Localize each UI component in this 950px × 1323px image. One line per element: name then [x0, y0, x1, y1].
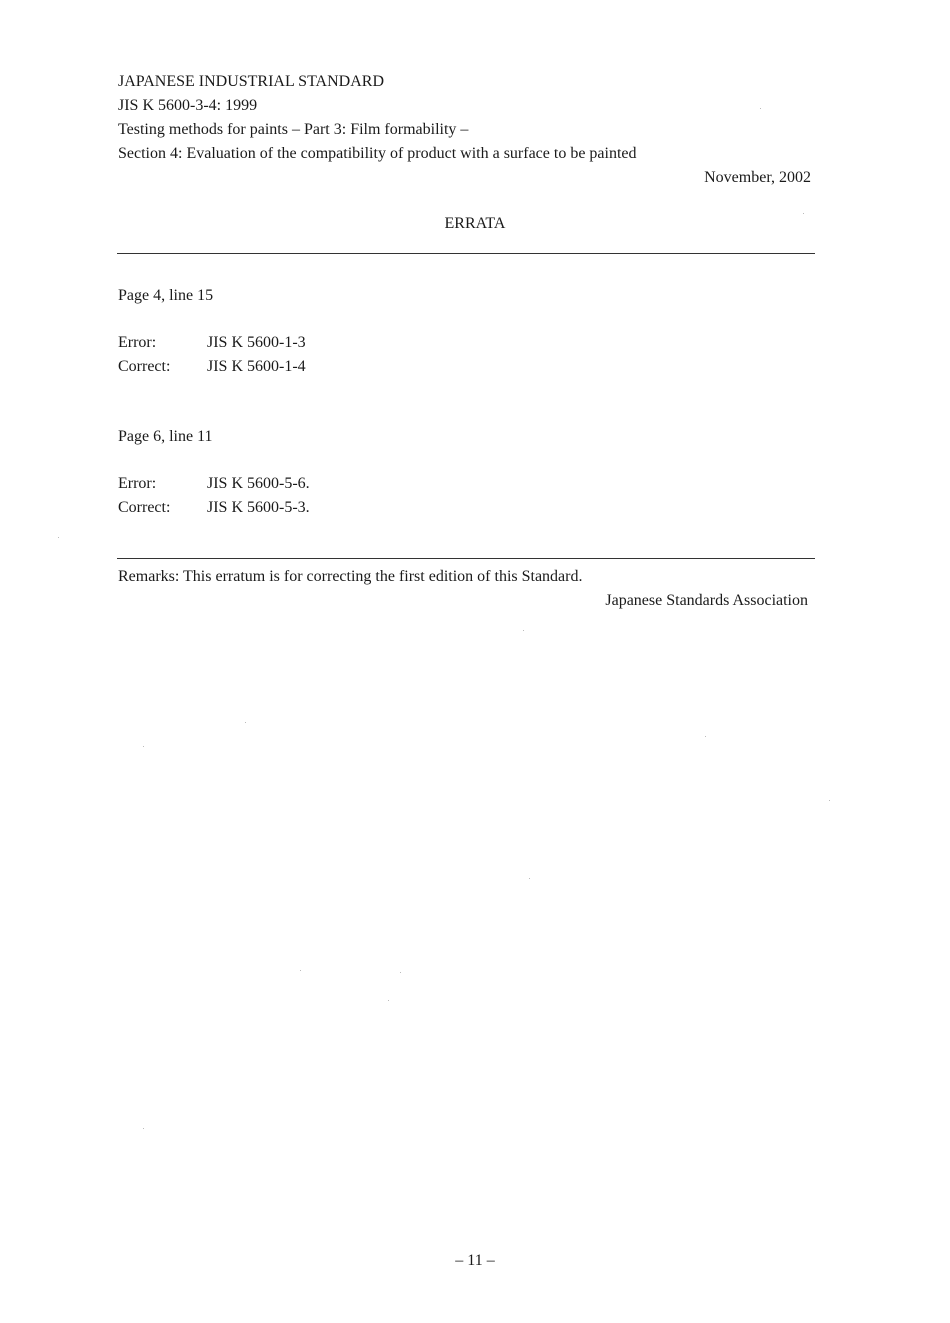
- scan-speck: [143, 1128, 144, 1129]
- scan-speck: [143, 746, 144, 747]
- standard-type: JAPANESE INDUSTRIAL STANDARD: [118, 73, 384, 90]
- correct-label: Correct:: [118, 358, 171, 375]
- page-number: – 11 –: [455, 1252, 495, 1269]
- scan-speck: [523, 630, 524, 631]
- scan-speck: [58, 537, 59, 538]
- correct-value: JIS K 5600-5-3.: [207, 499, 310, 516]
- document-title-line2: Section 4: Evaluation of the compatibility of product with a surface to be painted: [118, 145, 637, 162]
- errata-title: ERRATA: [444, 215, 506, 232]
- remarks: Remarks: This erratum is for correcting the first edition of this Standard.: [118, 568, 583, 585]
- scan-speck: [705, 736, 706, 737]
- publisher: Japanese Standards Association: [605, 592, 808, 609]
- error-label: Error:: [118, 475, 157, 492]
- error-value: JIS K 5600-1-3: [207, 334, 306, 351]
- document-title-line1: Testing methods for paints – Part 3: Film formability –: [118, 121, 469, 138]
- top-divider: [117, 253, 815, 254]
- error-label: Error:: [118, 334, 157, 351]
- entry-location: Page 6, line 11: [118, 428, 213, 445]
- issue-date: November, 2002: [704, 169, 811, 186]
- scan-speck: [300, 970, 301, 971]
- scan-speck: [803, 213, 804, 214]
- scan-speck: [245, 722, 246, 723]
- correct-label: Correct:: [118, 499, 171, 516]
- standard-number: JIS K 5600-3-4: 1999: [118, 97, 258, 114]
- scan-speck: [829, 800, 830, 801]
- scan-speck: [529, 878, 530, 879]
- scan-speck: [400, 972, 401, 973]
- scan-speck: [760, 108, 761, 109]
- bottom-divider: [117, 558, 815, 559]
- entry-location: Page 4, line 15: [118, 287, 214, 304]
- scan-speck: [388, 1000, 389, 1001]
- correct-value: JIS K 5600-1-4: [207, 358, 306, 375]
- error-value: JIS K 5600-5-6.: [207, 475, 310, 492]
